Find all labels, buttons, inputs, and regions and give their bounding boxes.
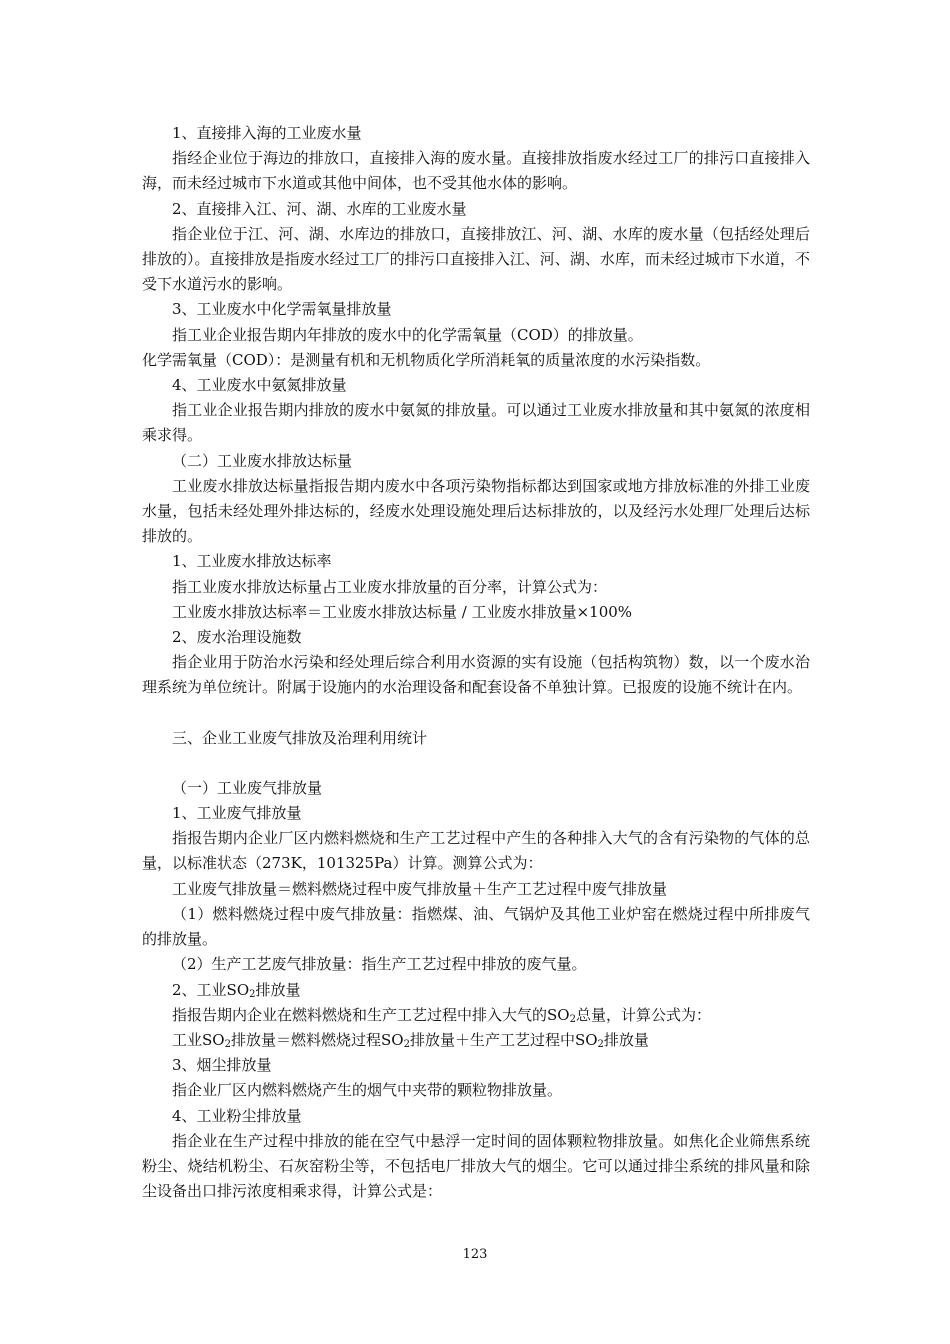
chapter-heading-waste-gas: 三、企业工业废气排放及治理利用统计: [172, 728, 428, 747]
paragraph-river-lake-definition: 指企业位于江、河、湖、水库边的排放口，直接排放江、河、湖、水库的废水量（包括经处理后排放的）。直接排放是指废水经过工厂的排污口直接排入江、河、湖、水库，而未经过城市下水道，不受下水道污水的影响。: [142, 224, 810, 294]
paragraph-process-gas: （2）生产工艺废气排放量：指生产工艺过程中排放的废气量。: [172, 955, 587, 974]
section-heading-compliant-wastewater: （二）工业废水排放达标量: [172, 451, 353, 470]
heading-dust-discharge: 4、工业粉尘排放量: [172, 1106, 302, 1125]
heading-cod-discharge: 3、工业废水中化学需氧量排放量: [172, 300, 392, 319]
formula-waste-gas-volume: 工业废气排放量＝燃料燃烧过程中废气排放量＋生产工艺过程中废气排放量: [172, 879, 668, 898]
paragraph-so2-definition: 指报告期内企业在燃料燃烧和生产工艺过程中排入大气的$SO_2$总量，计算公式为：: [172, 1005, 711, 1025]
heading-waste-gas-volume: 1、工业废气排放量: [172, 804, 302, 823]
formula-so2-discharge: 工业$SO_2$排放量＝燃料燃烧过程$SO_2$排放量＋生产工艺过程中$SO_2$排放量: [172, 1030, 649, 1050]
paragraph-combustion-gas: （1）燃料燃烧过程中废气排放量：指燃煤、油、气锅炉及其他工业炉窑在燃烧过程中所排废气的排放量。: [142, 904, 810, 949]
paragraph-sea-discharge-definition: 指经企业位于海边的排放口，直接排入海的废水量。直接排放指废水经过工厂的排污口直接排入海，而未经过城市下水道或其他中间体，也不受其他水体的影响。: [142, 149, 810, 193]
paragraph-dust-definition: 指企业在生产过程中排放的能在空气中悬浮一定时间的固体颗粒物排放量。如焦化企业筛焦系统粉尘、烧结机粉尘、石灰窑粉尘等，不包括电厂排放大气的烟尘。它可以通过排尘系统的排风量和除尘设备出口排污浓度相乘求得，计算公式是：: [142, 1131, 810, 1201]
paragraph-ammonia-definition: 指工业企业报告期内排放的废水中氨氮的排放量。可以通过工业废水排放量和其中氨氮的浓度相乘求得。: [142, 401, 810, 445]
heading-treatment-facilities: 2、废水治理设施数: [172, 628, 302, 647]
blank-line: [142, 751, 810, 776]
paragraph-treatment-facilities-definition: 指企业用于防治水污染和经处理后综合利用水资源的实有设施（包括构筑物）数，以一个废水治理系统为单位统计。附属于设施内的水治理设备和配套设备不单独计算。已报废的设施不统计在内。: [142, 653, 810, 697]
paragraph-cod-explanation: 化学需氧量（COD）：是测量有机和无机物质化学所消耗氧的质量浓度的水污染指数。: [142, 350, 711, 369]
page-number: 123: [462, 1247, 488, 1262]
paragraph-compliance-rate-definition: 指工业废水排放达标量占工业废水排放量的百分率，计算公式为：: [172, 577, 608, 596]
heading-compliance-rate: 1、工业废水排放达标率: [172, 552, 332, 571]
blank-line: [142, 701, 810, 726]
heading-soot-discharge: 3、烟尘排放量: [172, 1056, 272, 1075]
paragraph-compliant-wastewater-definition: 工业废水排放达标量指报告期内废水中各项污染物指标都达到国家或地方排放标准的外排工业废水量，包括未经处理外排达标的，经废水处理设施处理后达标排放的，以及经污水处理厂处理后达标排放的。: [142, 476, 810, 546]
page-body: [142, 121, 810, 1204]
heading-ammonia-discharge: 4、工业废水中氨氮排放量: [172, 376, 347, 395]
paragraph-soot-definition: 指企业厂区内燃料燃烧产生的烟气中夹带的颗粒物排放量。: [172, 1081, 563, 1100]
paragraph-waste-gas-definition: 指报告期内企业厂区内燃料燃烧和生产工艺过程中产生的各种排入大气的含有污染物的气体的总量，以标准状态（273K，101325Pa）计算。测算公式为：: [142, 829, 810, 873]
paragraph-cod-definition: 指工业企业报告期内年排放的废水中的化学需氧量（COD）的排放量。: [172, 325, 643, 344]
heading-sea-discharge: 1、直接排入海的工业废水量: [172, 124, 362, 142]
heading-river-lake-discharge: 2、直接排入江、河、湖、水库的工业废水量: [172, 199, 467, 218]
section-heading-waste-gas-volume: （一）工业废气排放量: [172, 778, 323, 797]
formula-compliance-rate: 工业废水排放达标率＝工业废水排放达标量 / 工业废水排放量×100%: [172, 602, 633, 621]
heading-so2-discharge: 2、工业$SO_2$排放量: [172, 980, 301, 1000]
